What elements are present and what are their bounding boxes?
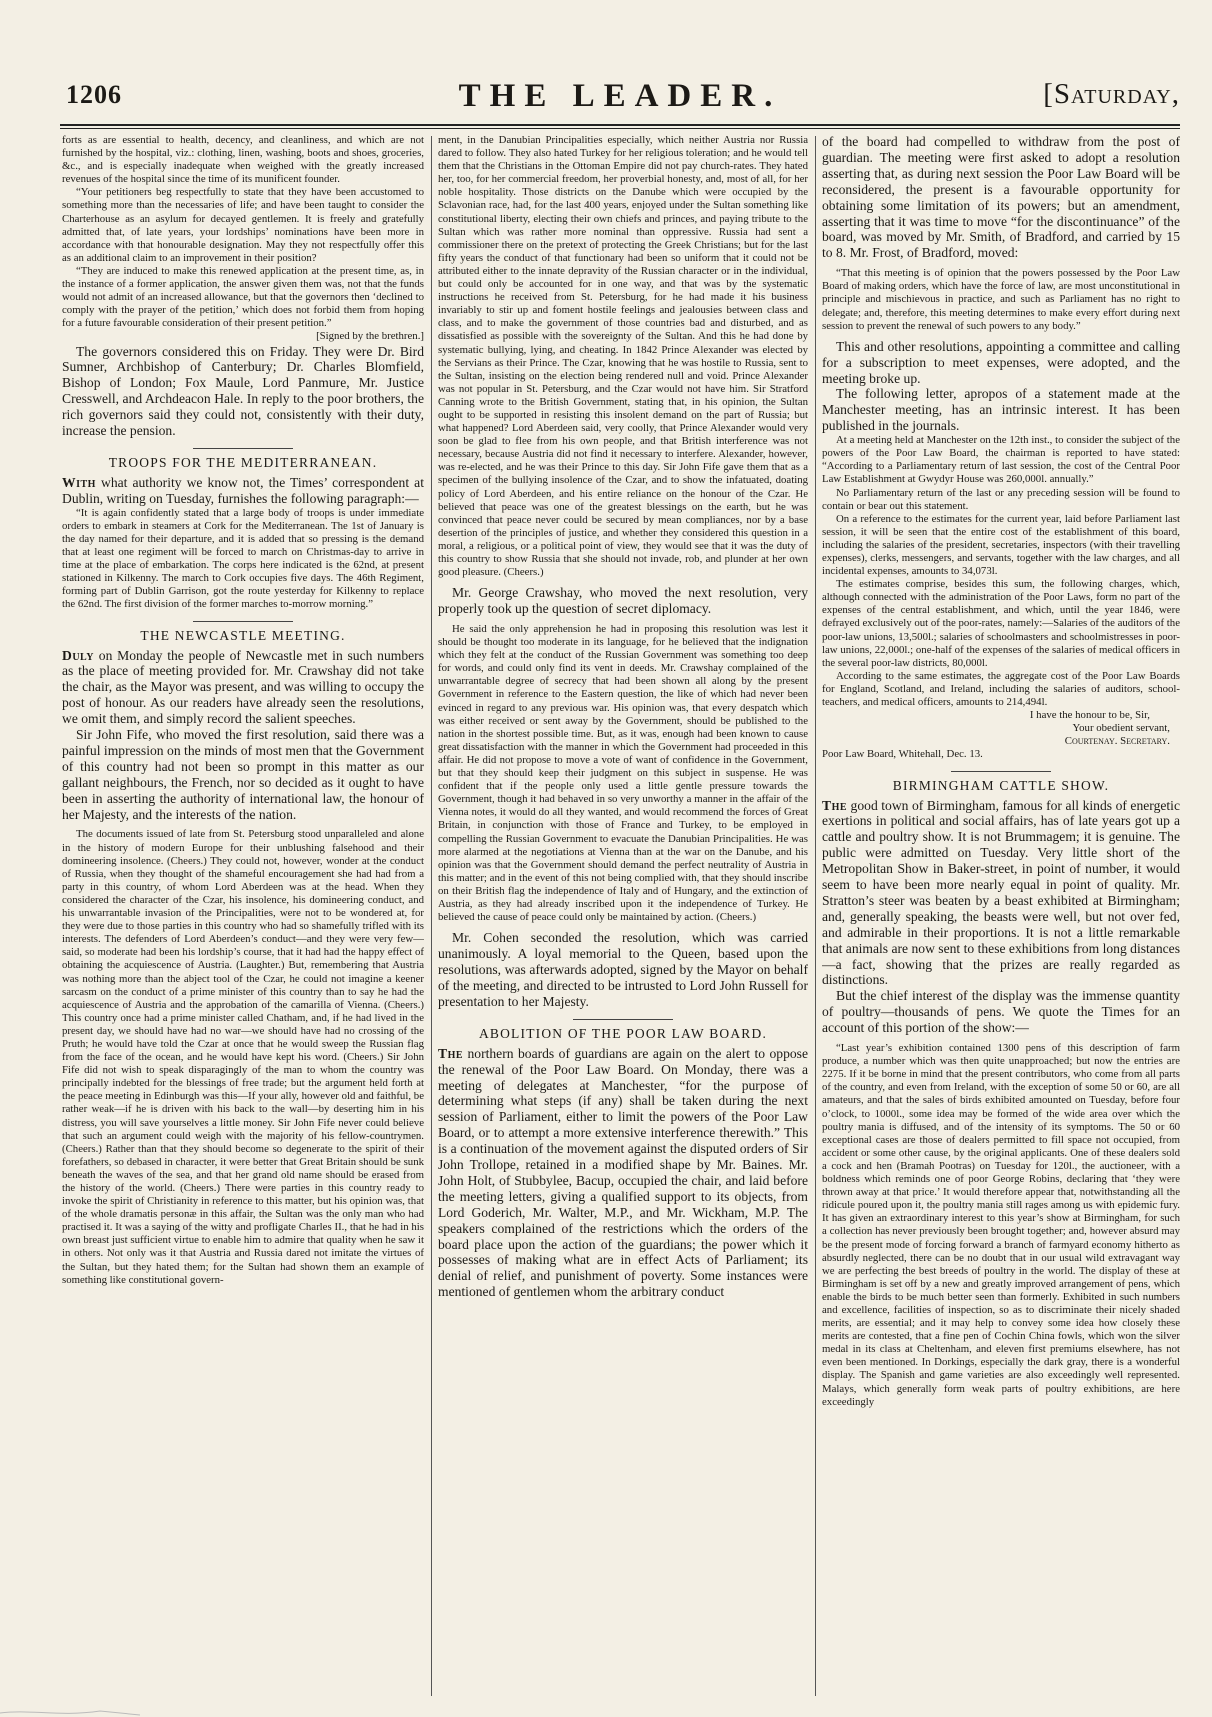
drop-word: The [438,1045,464,1061]
times-quote: “Last year’s exhibition contained 1300 pens of this description of farm produce, a number which was then quite unapproached; but now the entries are 2275. If it be borne in mind that the present contributors, who come from all parts of the country, and even from Ireland, with the exception of some 50 or 60, are all amateurs, and that the sales of birds exhibited amounted on Tuesday, before four o’clock, to 1000l., some idea may be formed of the wide area over which the poultry mania is diffused, and of the intensity of its symptoms. The 50 or 60 exceptional cases are those of dealers permitted to fill space not occupied, from accident or some other cause, by the original applicants. One of these dealers sold a cock and hen (Bramah Pootras) on Tuesday for 120l., the auctioneer, with a boldness which reminds one of poor George Robins, declaring that ‘they were thrown away at that price.’ It would therefore appear that, notwithstanding all the ridicule poured upon it, the poultry mania still rages among us with epidemic fury. It has given an extraordinary interest to this year’s show at Birmingham, for such a collection has never previously been brought together; and, however absurd may be the present mode of forcing forward a branch of farmyard economy hitherto as absurdly neglected, there can be no doubt that in our usual wild extravagant way we are perfecting the best breeds of poultry in the world. The display of these at Birmingham is set off by a new and greatly improved arrangement of pens, which enable the birds to be much better seen than formerly. Exhibited in such numbers and excellence, facilities of inspection, so as to discriminate their nicely shaded merits, are essential; and it may help to convey some idea how closely these merits are contested, that a fine pen of Cochin China fowls, which won the silver medal in its class at Cheltenham, and eleven first premiums elsewhere, has not even been mentioned. In Dorkings, especially the dark gray, there is a wonderful display. The Spanish and game varieties are also exceedingly well represented. Malays, which generally form weak parts of poultry exhibitions, are here exceedingly [822,1042,1180,1408]
masthead [60,78,1180,122]
article-text: on Monday the people of Newcastle met in such numbers as the place of meeting provided for. Mr. Crawshay did not take the chair, as the Mayor was present, and was willing to occupy the post of honour. As our readers have already seen the resolutions, we omit them, and simply record the salient speeches. [62,647,424,727]
petition-quote: “They are induced to make this renewed application at the present time, as, in the instance of a former application, the answer given them was, not that the funds would not admit of an increased allowance, but that the governors then ‘declined to comply with the prayer of the petition,’ which does not forbid them from hoping for a future favourable consideration of their present petition.” [62,264,424,330]
section-rule [573,1019,673,1020]
masthead-rule-thin [60,128,1180,129]
page-number: 1206 [66,80,122,109]
letter-text: According to the same estimates, the aggregate cost of the Poor Law Boards for England, Scotland, and Ireland, including the salaries of auditors, school-teachers, and medical officers, amounts to 214,494l. [822,669,1180,709]
letter-text: The estimates comprise, besides this sum, the following charges, which, although connected with the administration of the Poor Laws, form no part of the expenses of the central establishment, and which, until the year 1846, were defrayed exclusively out of the poor-rates, namely:—Salaries of the auditors of the poor-law unions, 13,500l.; salaries of schoolmasters and schoolmistresses in poor-law unions, 22,000l.; one-half of the expenses of the salaries of medical officers in the several poor-law districts, 80,000l. [822,578,1180,669]
section-rule [193,448,293,449]
section-heading-newcastle: THE NEWCASTLE MEETING. [140,627,346,643]
article-text: forts as are essential to health, decency, and cleanliness, and which are not furnished by the hospital, viz.: clothing, linen, washing, boots and shoes, groceries, &c., and is especially inadequate when weighed with the greatly increased revenues of the hospital since the time of its munificent founder. [62,134,424,186]
petition-signature: [Signed by the brethren.] [316,330,424,343]
masthead-rule [60,124,1180,126]
letter-signatory: Courtenay. Secretary. [1064,735,1170,748]
article-text: northern boards of guardians are again on the alert to oppose the renewal of the Poor Law Board. On Monday, there was a meeting of delegates at Manchester, “for the purpose of determining what steps (if any) shall be taken during the next session of Parliament, either to limit the powers of the Poor Law Board, or to attempt a more extensive interference therewith.” This is a continuation of the movement against the disputed orders of Sir John Trollope, retained in a modified shape by Mr. Baines. Mr. John Holt, of Stubbylee, Bacup, occupied the chair, and laid before the meeting letters, giving a qualified support to its objects, from Lord Goderich, Mr. Walter, M.P., and Mr. Wickham, M.P. The speakers complained of the restrictions which the orders of the board place upon the action of the guardians; the power which it possesses of making what are in effect Acts of Parliament; its denial of relief, and punishment of poverty. Some instances were mentioned of gentlemen whom the arbitrary conduct [438,1045,808,1300]
article-text: Mr. George Crawshay, who moved the next resolution, very properly took up the question of secret diplomacy. [438,585,808,617]
dispatch-quote: “It is again confidently stated that a large body of troops is under immediate orders to embark in steamers at Cork for the Mediterranean. The 1st of January is the day named for their departure, and it is added that so pressing is the demand that at least one regiment will be forced to march on Christmas-day to arrive in time at the place of embarkation. The corps here indicated is the 62nd, at present stationed in Kilkenny. The march to Cork occupies five days. The 46th Regiment, forming part of Dublin Garrison, got the route yesterday for Kilkenny to replace the 62nd. The first division of the former marches to-morrow morning.” [62,506,424,611]
section-heading-troops: TROOPS FOR THE MEDITERRANEAN. [108,454,378,470]
article-text: But the chief interest of the display was the immense quantity of poultry—thousands of pens. We quote the Times for an account of this portion of the show:— [822,988,1180,1036]
article-text: The governors considered this on Friday. They were Dr. Bird Sumner, Archbishop of Canterbury; Dr. Charles Blomfield, Bishop of London; Fox Maule, Lord Panmure, Mr. Justice Cresswell, and Archdeacon Hale. In reply to the poor brothers, the rich governors said they could not, consistently with their duty, increase the pension. [62,343,424,439]
letter-dateline: Poor Law Board, Whitehall, Dec. 13. [822,748,983,761]
petition-quote: “Your petitioners beg respectfully to state that they have been accustomed to something more than the necessaries of life; and have been taught to consider the Charterhouse as an asylum for decayed gentlemen. It is freely and gratefully admitted that, of late years, your lordships’ nominations have been more in accordance with that honourable designation. May they not respectfully offer this as an additional claim to an improvement in their position? [62,186,424,264]
speech-report: The documents issued of late from St. Petersburg stood unparalleled and alone in the history of modern Europe for their unblushing falsehood and their domineering insolence. (Cheers.) They could not, however, wonder at the conduct of Russia, when they thought of the shameful encouragement she had had from a party in this country, of whom Lord Aberdeen was at the head. When they considered the character of the Czar, his insolence, his domineering conduct, and his unwarrantable invasion of the Principalities, were not to be wondered at, for they were due to those parties in this country who had so shamefully trifled with its interests. The defenders of Lord Aberdeen’s conduct—and they were very few—said, so moderate had been his lordship’s course, that it had had the happy effect of obtaining the acquiescence of Austria. (Laughter.) But, remembering that Austria was nothing more than the abject tool of the Czar, he could not imagine a keener sarcasm on the conduct of a prime minister of this country than to say he had the acquiescence of Austria and the approbation of the camarilla of Vienna. (Cheers.) This country once had a prime minister called Chatham, and, if he had lived in the present day, we should have had no war—we should have had no crossing of the Pruth; he would have told the Czar at once that he would sweep the Russian flag from the face of the ocean, and he would have kept his word. (Cheers.) Sir John Fife did not wish to speak disparagingly of the man to whom the country was principally indebted for the blessings of free trade; but the argument held forth at the peace meeting in Edinburgh was this—If your ally, however old and faithful, be rather weak—if he is driven with his back to the wall—by deserting him in his distress, you will save yourselves a little money. Sir John Fife never could believe that such an argument could weigh with the majority of his fellow-countrymen. (Cheers.) Rather than that they should become so degenerate to the spirit of their forefathers, so debased in character, it were better that Great Britain should be sunk beneath the waves of the sea, and that her grand old name should be erased from the history of the world. (Cheers.) There were parties in this country ready to invoke the spirit of Christianity in reference to this matter, but his opinion was, that of the whole dramatis personæ in this affair, the Sultan was the only man who had practised it. It was a saying of the witty and profligate Charles II., that he had in his own breast just sufficient virtue to enable him to admire that quality when he saw it in others. Not only was it that Austria and Russia dared not imitate the virtues of the Sultan, but they hated them; for the Sultan had shown them an example of something like constitutional govern- [62,828,424,1286]
article-text: This and other resolutions, appointing a committee and calling for a subscription to meet expenses, were adopted, and the meeting broke up. [822,338,1180,386]
article-text: Mr. Cohen seconded the resolution, which was carried unanimously. A loyal memorial to the Queen, based upon the resolutions, was afterwards adopted, signed by the Mayor on behalf of the meeting, and directed to be intrusted to Lord John Russell for presentation to her Majesty. [438,930,808,1009]
letter-signoff: I have the honour to be, Sir, [1029,709,1150,722]
drop-word: The [822,797,848,813]
column-1 [62,134,424,1702]
column-divider [431,136,432,1696]
drop-word: With [62,474,96,490]
resolution-quote: “That this meeting is of opinion that the powers possessed by the Poor Law Board of making orders, which have the force of law, are most unconstitutional in principle and mischievous in practice, and such as Parliament has no right to delegate; and, therefore, this meeting determines to make every effort during next session to prevent the renewal of such powers to any body.” [822,267,1180,332]
section-rule [951,771,1051,772]
paper-title: THE LEADER. [458,78,782,114]
letter-text: At a meeting held at Manchester on the 12th inst., to consider the subject of the powers of the Poor Law Board, the chairman is reported to have stated: “According to a Parliamentary return of last session, the cost of the Central Poor Law Establishment at Gwydyr House was 260,000l. annually.” [822,434,1180,486]
column-divider [815,136,816,1696]
section-rule [193,621,293,622]
issue-day: [Saturday, [1043,78,1180,110]
article-text: The following letter, apropos of a statement made at the Manchester meeting, has an intrinsic interest. It has been published in the journals. [822,386,1180,434]
article-text: good town of Birmingham, famous for all kinds of energetic exertions in political and social affairs, has of late years got up a cattle and poultry show. It is not Brummagem; it is genuine. The public were admitted on Tuesday. Very little short of the Metropolitan Show in Baker-street, in point of number, it would seem to have been more nearly equal in point of quality. Mr. Stratton’s steer was beaten by a beast exhibited at Birmingham; and, generally speaking, the beasts were well, but not over fed, and admirable in their proportions. It is not a little remarkable that animals are now sent to these exhibitions from long distances—a fact, showing that the prizes are really regarded as distinctions. [822,797,1180,988]
section-heading-birmingham: BIRMINGHAM CATTLE SHOW. [892,777,1110,793]
page-edge-mark-icon [0,1695,140,1717]
column-3 [822,134,1180,1702]
drop-word: Duly [62,647,95,663]
speech-report: ment, in the Danubian Principalities especially, which neither Austria nor Russia dared to follow. They also hated Turkey for her religious toleration; and he would tell them that the Christians in the Ottoman Empire did not pay church-rates. They hated her, too, for her commercial freedom, her proverbial honesty, and, most of all, for her noble hospitality. Those districts on the Danube which were occupied by the Sclavonian race, had, for the last 400 years, enjoyed under the Sultan something like constitutional liberty, electing their own chiefs and princes, and paying tribute to the Sultan which was rather more nominal than oppressive. Russia had sent a commissioner there on the pretext of protecting the Greek Christians; but for the last fifty years the conduct of that functionary had been so uniform that it could not be attributed either to the innate depravity of the Russian character or in the individual, but could only be accounted for in one way, and that was by the systematic instructions he received from St. Petersburg, for he had made it his business invariably to stir up and foment hostile feelings and jealousies between class and class, and to make the government of those countries bad and disturbed, and as dissatisfied as possible with the sovereignty of the Sultan. And this he had done by systematic bullying, lying, and cheating. In 1842 Prince Alexander was elected by the Servians as their Prince. The Czar, knowing that he was hostile to Russia, sent to the Sultan, insisting on the election being rendered null and void. Prince Alexander was not popular in St. Petersburg, and the Czar would not have him. Sir Stratford Canning wrote to the British Government, stating that, in his opinion, the Sultan ought to be supported in resisting this insolent demand on the part of Russia; but what happened? Lord Aberdeen said, very coolly, that Prince Alexander would very soon be glad to flee from his own people, and that British interference was not necessary, because Austria did not find it necessary to interfere. Alexander, however, was re-elected, and he was their Prince to this day. Sir John Fife gave them that as a specimen of the bullying insolence of the Czar, and to show the infatuated, doating policy of Lord Aberdeen, and his entire reliance on the honour of the Czar. He believed that peace was one of the greatest blessings on the earth, but he was convinced that peace never could be secured by mean compliances, nor by a base desertion of the principles of justice, and whether they considered this question in a moral, a religious, or a political point of view, they would see that it was the duty of this country to show Russia that she should not invade, rob, and plunder at her own good pleasure. (Cheers.) [438,134,808,579]
article-text: what authority we know not, the Times’ correspondent at Dublin, writing on Tuesday, furnishes the following paragraph:— [62,474,424,506]
article-text: of the board had compelled to withdraw from the post of guardian. The meeting were first asked to adopt a resolution asserting that, as during next session the Poor Law Board will be reconsidered, the present is a favourable opportunity for obtaining some limitation of its powers; but an amendment, asserting that it was time to move “for the discontinuance” of the board, was moved by Mr. Smith, of Bradford, and carried by 15 to 8. Mr. Frost, of Bradford, moved: [822,134,1180,261]
letter-text: No Parliamentary return of the last or any preceding session will be found to contain or bear out this statement. [822,486,1180,512]
letter-text: On a reference to the estimates for the current year, laid before Parliament last session, it will be seen that the entire cost of the establishment of this board, including the salaries of the president, secretaries, inspectors (with their travelling expenses), clerks, messengers, and servants, together with the law charges, and all incidental expenses, amounts to 34,073l. [822,512,1180,578]
letter-signoff: Your obedient servant, [1072,722,1170,735]
column-2 [438,134,808,1702]
section-heading-abolition: ABOLITION OF THE POOR LAW BOARD. [478,1025,768,1041]
speech-report: He said the only apprehension he had in proposing this resolution was lest it should be thought too moderate in its language, for he believed that the indignation which they felt at the conduct of the Russian Government was something too deep for words, and could only find its vent in deeds. Mr. Crawshay complained of the unwarrantable degree of secrecy that had been shown all along by the present Government in reference to the Eastern question, the like of which had never been evinced in regard to any previous war. His opinion was, that every despatch which was either received or sent away by the Government, should be published to the nation in the shortest possible time. But, as it was, enough had been known to cause great dissatisfaction with the manner in which the Government had proceeded in this affair. He did not propose to move a vote of want of confidence in the Government, but that they should keep their judgment on this subject in suspense. He was confident that if the people only used a little gentle pressure towards the Government, though it had behaved in so very unworthy a manner in the affair of the Vienna notes, it would do all they wanted, and would recommend the forces of Great Britain, in conjunction with those of France and Turkey, to be employed in compelling the Russian Government to evacuate the Danubian Principalities. He was more alarmed at the negotiations at Vienna than at the war on the Danube, and his opinion was that the Government should demand the perfect neutrality of Austria in this matter; and in the event of this not being complied with, that they should inscribe on their British flag the independence of Italy and of Hungary, and the extinction of Austria, as they had already inscribed upon it the independence of Turkey. He believed the cause of peace could only be maintained by action. (Cheers.) [438,623,808,924]
article-text: Sir John Fife, who moved the first resolution, said there was a painful impression on the minds of most men that the Government of this country had not been so prompt in this matter as our gallant neighbours, the French, nor so decided as it ought to have been in asserting the authority of international law, the honour of her Majesty, and the interests of the nation. [62,727,424,822]
